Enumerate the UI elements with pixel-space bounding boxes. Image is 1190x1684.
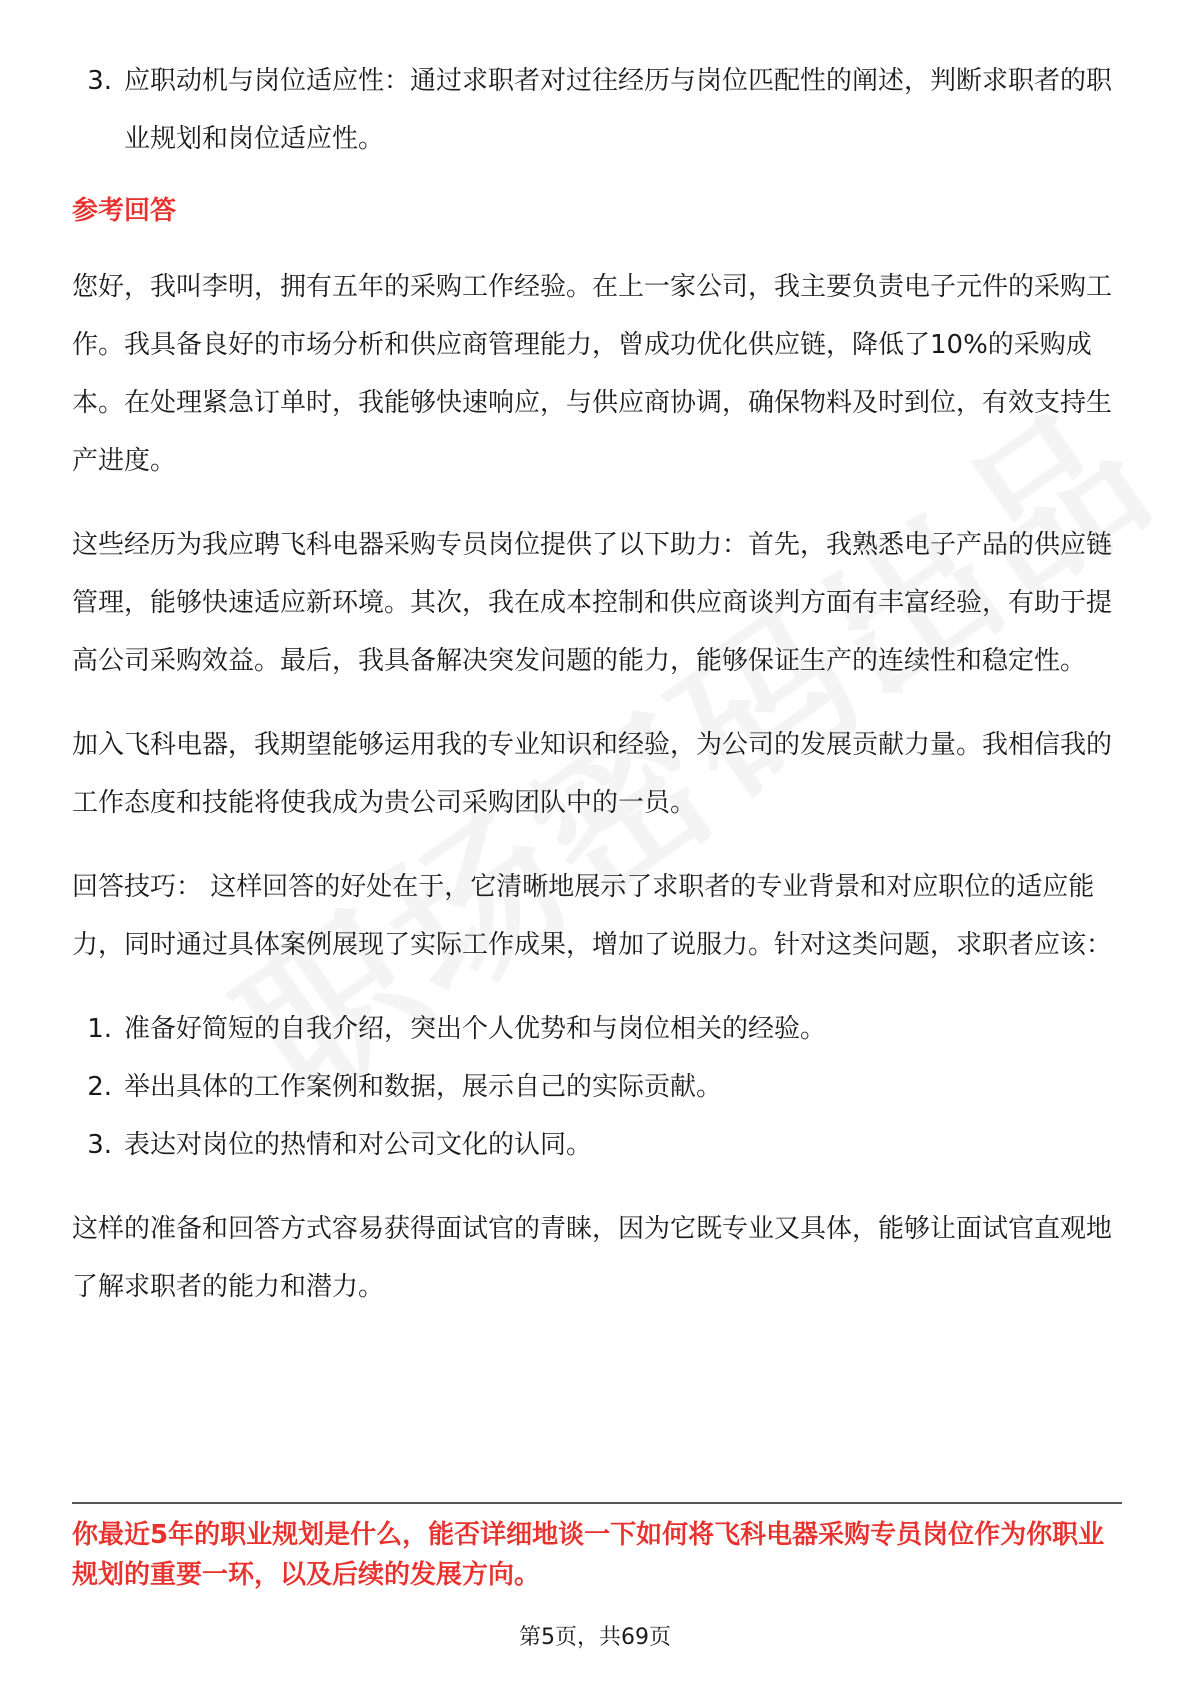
tips-list-item	[72, 1000, 1122, 1058]
next-question-heading: 你最近5年的职业规划是什么，能否详细地谈一下如何将飞科电器采购专员岗位作为你职业规划的重要一环，以及后续的发展方向。	[72, 1520, 1105, 1590]
answer-paragraph-3: 加入飞科电器，我期望能够运用我的专业知识和经验，为公司的发展贡献力量。我相信我的工作态度和技能将使我成为贵公司采购团队中的一员。	[72, 730, 1113, 818]
list-item-number: 1.	[87, 1014, 112, 1044]
list-item-number: 3.	[87, 66, 112, 96]
tips-list-item	[72, 1058, 1122, 1116]
list-item-text: 准备好简短的自我介绍，突出个人优势和与岗位相关的经验。	[124, 1014, 827, 1044]
list-item-text: 举出具体的工作案例和数据，展示自己的实际贡献。	[124, 1072, 723, 1102]
page-content	[72, 52, 1122, 1316]
list-item	[72, 52, 1122, 168]
answer-paragraph-2: 这些经历为我应聘飞科电器采购专员岗位提供了以下助力：首先，我熟悉电子产品的供应链管理，能够快速适应新环境。其次，我在成本控制和供应商谈判方面有丰富经验，有助于提高公司采购效益。最后，我具备解决突发问题的能力，能够保证生产的连续性和稳定性。	[72, 530, 1113, 676]
list-item-text: 表达对岗位的热情和对公司文化的认同。	[124, 1130, 593, 1160]
answer-section-title: 参考回答	[72, 196, 177, 226]
section-divider	[72, 1502, 1122, 1504]
answer-paragraph-1: 您好，我叫李明，拥有五年的采购工作经验。在上一家公司，我主要负责电子元件的采购工作。我具备良好的市场分析和供应商管理能力，曾成功优化供应链，降低了10%的采购成本。在处理紧急订单时，我能够快速响应，与供应商协调，确保物料及时到位，有效支持生产进度。	[72, 272, 1113, 476]
list-item-number: 2.	[87, 1072, 112, 1102]
tips-paragraph: 回答技巧： 这样回答的好处在于，它清晰地展示了求职者的专业背景和对应职位的适应能力，同时通过具体案例展现了实际工作成果，增加了说服力。针对这类问题，求职者应该：	[72, 872, 1113, 960]
closing-paragraph: 这样的准备和回答方式容易获得面试官的青睐，因为它既专业又具体，能够让面试官直观地了解求职者的能力和潜力。	[72, 1214, 1113, 1302]
tips-list-item	[72, 1116, 1122, 1174]
list-item-text: 应职动机与岗位适应性：通过求职者对过往经历与岗位匹配性的阐述，判断求职者的职业规划和岗位适应性。	[124, 66, 1113, 154]
page-number-footer: 第5页，共69页	[519, 1625, 671, 1650]
list-item-number: 3.	[87, 1130, 112, 1160]
